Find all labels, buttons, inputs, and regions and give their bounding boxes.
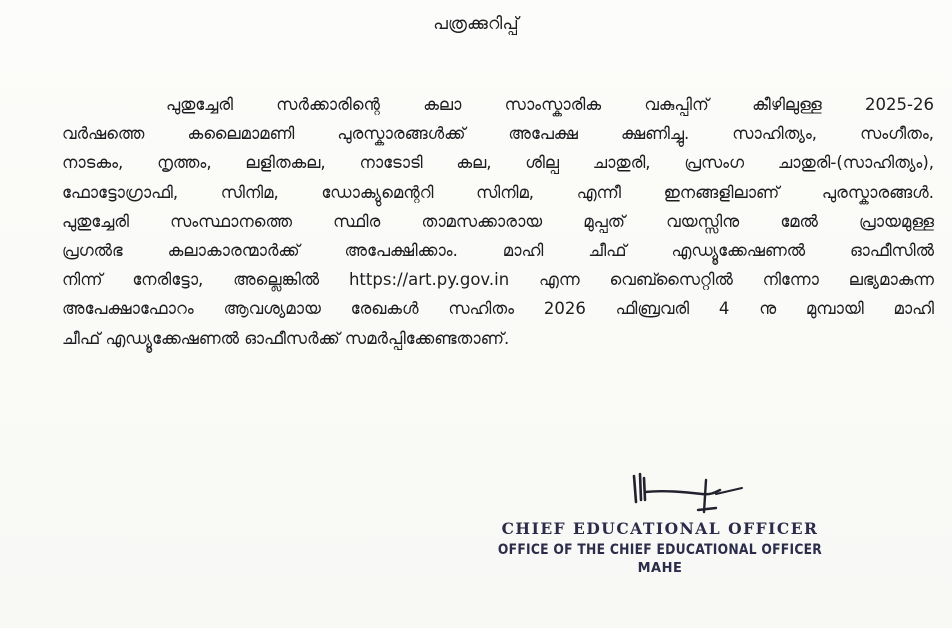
seal-office: OFFICE OF THE CHIEF EDUCATIONAL OFFICER: [497, 542, 823, 558]
body-line: വർഷത്തെ കലൈമാമണി പുരസ്കാരങ്ങൾക്ക് അപേക്ഷ ക്ഷണിച്ചു. സാഹിത്യം, സംഗീതം,: [62, 124, 934, 144]
body-line: നാടകം, നൃത്തം, ലളിതകല, നാടോടി കല, ശില്പ ചാതുരി, പ്രസംഗ ചാതുരി-(സാഹിത്യം),: [62, 153, 934, 173]
body-line: നിന്ന് നേരിട്ടോ, അല്ലെങ്കിൽ https://art.py.gov.in എന്ന വെബ്സൈറ്റിൽ നിന്നോ ലഭ്യമാകുന്ന: [62, 270, 934, 290]
body-line: പ്രഗൽഭ കലാകാരന്മാർക്ക് അപേക്ഷിക്കാം. മാഹി ചീഫ് എഡ്യൂക്കേഷണൽ ഓഫീസിൽ: [62, 240, 934, 260]
officer-seal: [470, 518, 850, 578]
press-release-body: [62, 90, 934, 353]
handwritten-signature: [624, 470, 754, 520]
body-line: ചീഫ് എഡ്യൂക്കേഷണൽ ഓഫീസർക്ക് സമർപ്പിക്കേണ്ടതാണ്.: [62, 328, 510, 348]
body-line: പുതുച്ചേരി സർക്കാരിന്റെ കലാ സാംസ്കാരിക വകുപ്പിന് കീഴിലുള്ള 2025-26: [166, 95, 934, 114]
body-line: അപേക്ഷാഫോറം ആവശ്യമായ രേഖകൾ സഹിതം 2026 ഫിബ്രവരി 4 നു മുമ്പായി മാഹി: [62, 299, 934, 319]
seal-place: MAHE: [637, 561, 683, 576]
seal-title: CHIEF EDUCATIONAL OFFICER: [501, 519, 819, 538]
press-release-heading: പത്രക്കുറിപ്പ്: [433, 14, 519, 34]
body-line: പുതുച്ചേരി സംസ്ഥാനത്തെ സ്ഥിര താമസക്കാരായ മുപ്പത് വയസ്സിനു മേൽ പ്രായമുള്ള: [62, 211, 934, 231]
body-line: ഫോട്ടോഗ്രാഫി, സിനിമ, ഡോക്യുമെന്ററി സിനിമ, എന്നീ ഇനങ്ങളിലാണ് പുരസ്കാരങ്ങൾ.: [62, 182, 934, 202]
